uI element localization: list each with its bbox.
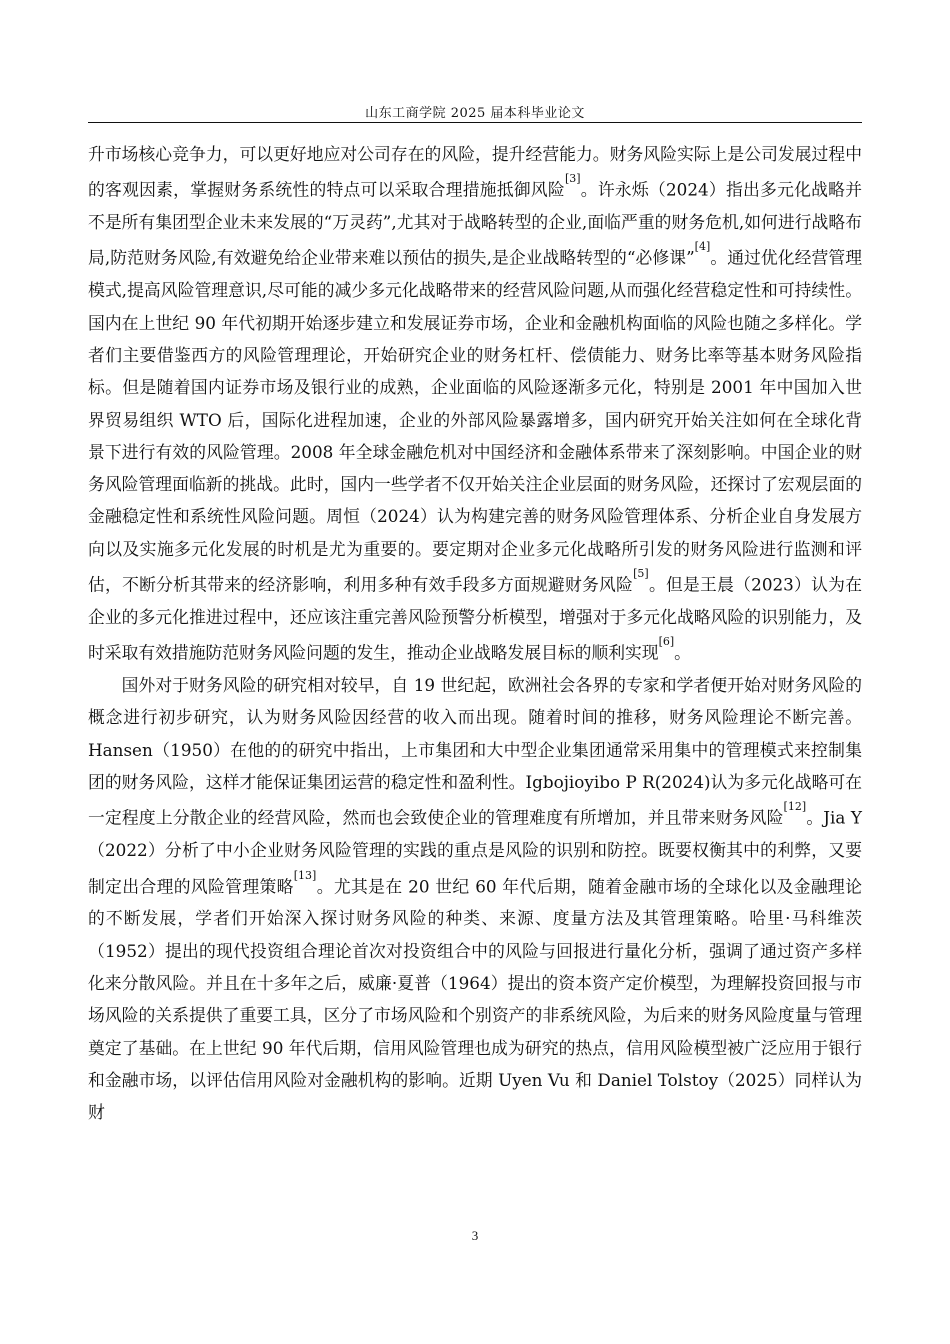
text-run: 。Jia Y（2022）分析了中小企业财务风险管理的实践的重点是风险的识别和防控。既要权衡其中的利弊，又要制定出合理的风险管理策略 <box>88 807 862 897</box>
header-rule <box>88 122 862 123</box>
citation-ref: [5] <box>633 567 649 581</box>
text-run: 。 <box>674 642 691 663</box>
text-run: 。尤其是在 20 世纪 60 年代后期，随着金融市场的全球化以及金融理论的不断发展，学者们开始深入探讨财务风险的种类、来源、度量方法及其管理策略。哈里·马科维茨（1952）提出的现代投资组合理论首次对投资组合中的风险与回报进行量化分析，强调了通过资产多样化来分散风险。并且在十多年之后，威廉·夏普（1964）提出的资本资产定价模型，为理解投资回报与市场风险的关系提供了重要工具，区分了市场风险和个别资产的非系统风险，为后来的财务风险度量与管理奠定了基础。在上世纪 90 年代后期，信用风险管理也成为研究的热点，信用风险模型被广泛应用于银行和金融市场，以评估信用风险对金融机构的影响。近期 Uyen Vu 和 Daniel Tolstoy（2025）同样认为财 <box>88 876 862 1123</box>
page-number: 3 <box>471 1228 479 1243</box>
text-run: 国外对于财务风险的研究相对较早，自 19 世纪起，欧洲社会各界的专家和学者便开始对财务风险的概念进行初步研究，认为财务风险因经营的收入而出现。随着时间的推移，财务风险理论不断完善。Hansen（1950）在他的的研究中指出，上市集团和大中型企业集团通常采用集中的管理模式来控制集团的财务风险，这样才能保证集团运营的稳定性和盈利性。Igbojioyibo P R(2024)认为多元化战略可在一定程度上分散企业的经营风险，然而也会致使企业的管理难度有所增加，并且带来财务风险 <box>88 675 862 828</box>
paragraph <box>88 138 862 669</box>
citation-ref: [13] <box>293 868 317 882</box>
text-run: 。通过优化经营管理模式,提高风险管理意识,尽可能的减少多元化战略带来的经营风险问题,从而强化经营稳定性和可持续性。国内在上世纪 90 年代初期开始逐步建立和发展证券市场，企业和金融机构面临的风险也随之多样化。学者们主要借鉴西方的风险管理理论，开始研究企业的财务杠杆、偿债能力、财务比率等基本财务风险指标。但是随着国内证券市场及银行业的成熟，企业面临的风险逐渐多元化，特别是 2001 年中国加入世界贸易组织 WTO 后，国际化进程加速，企业的外部风险暴露增多，国内研究开始关注如何在全球化背景下进行有效的风险管理。2008 年全球金融危机对中国经济和金融体系带来了深刻影响。中国企业的财务风险管理面临新的挑战。此时，国内一些学者不仅开始关注企业层面的财务风险，还探讨了宏观层面的金融稳定性和系统性风险问题。周恒（2024）认为构建完善的财务风险管理体系、分析企业自身发展方向以及实施多元化发展的时机是尤为重要的。要定期对企业多元化战略所引发的财务风险进行监测和评估，不断分析其带来的经济影响，利用多种有效手段多方面规避财务风险 <box>88 248 862 595</box>
citation-ref: [4] <box>694 240 711 254</box>
citation-ref: [3] <box>564 172 581 186</box>
text-run: 。但是王晨（2023）认为在企业的多元化推进过程中，还应该注重完善风险预警分析模型，增强对于多元化战略风险的识别能力，及时采取有效措施防范财务风险问题的发生，推动企业战略发展目标的顺利实现 <box>88 574 862 663</box>
citation-ref: [12] <box>783 800 807 814</box>
text-run: 。许永烁（2024）指出多元化战略并不是所有集团型企业未来发展的“万灵药”,尤其对于战略转型的企业,面临严重的财务危机,如何进行战略布局,防范财务风险,有效避免给企业带来难以预估的损失,是企业战略转型的“必修课” <box>88 179 862 269</box>
running-header: 山东工商学院 2025 届本科毕业论文 <box>365 106 585 121</box>
text-run: 升市场核心竞争力，可以更好地应对公司存在的风险，提升经营能力。财务风险实际上是公司发展过程中的客观因素，掌握财务系统性的特点可以采取合理措施抵御风险 <box>88 144 862 200</box>
paragraph <box>88 669 862 1128</box>
body-text <box>88 138 862 1128</box>
citation-ref: [6] <box>658 635 675 649</box>
